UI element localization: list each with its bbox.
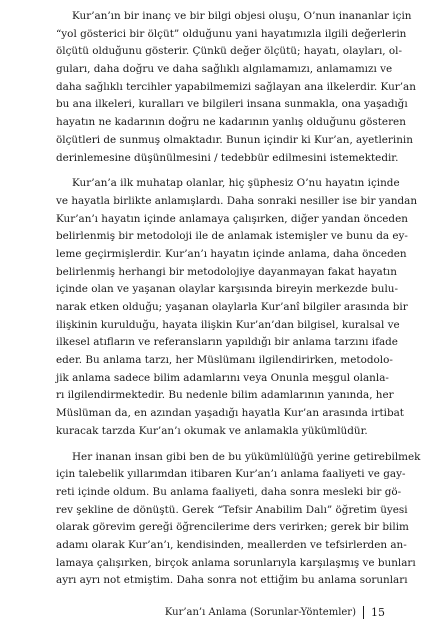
text-line: Müslüman da, en azından yaşadığı hayatla Kur’an arasında irtibat [56, 407, 404, 420]
text-line: “yol gösterici bir ölçüt” olduğunu yani hayatımızla ilgili değerlerin [56, 27, 407, 40]
footer-divider [363, 606, 364, 619]
text-line: ölçütü olduğunu gösterir. Çünkü değer ölçütü; hayatı, olayları, ol- [56, 45, 402, 58]
text-line: belirlenmiş bir metodoloji ile de anlamak istemişler ve bunu da ey- [56, 230, 408, 243]
text-line: ilkesel atıfların ve referansların yapıldığı bir anlama tarzını ifade [56, 336, 398, 349]
text-line: hayatın ne kadarının doğru ne kadarının yanlış olduğunu gösteren [56, 116, 406, 129]
text-line: Her inanan insan gibi ben de bu yükümlülüğü yerine getirebilmek [72, 450, 421, 463]
text-line: için talebelik yıllarımdan itibaren Kur’an’ı anlama faaliyeti ve gay- [56, 468, 406, 481]
text-line: ölçütleri de sunmuş olmaktadır. Bunun içindir ki Kur’an, ayetlerinin [56, 133, 413, 146]
text-line: jik anlama sadece bilim adamlarını veya Onunla meşgul olanla- [56, 371, 389, 384]
text-line: ayrı ayrı not etmiştim. Daha sonra not ettiğim bu anlama sorunları [56, 574, 408, 587]
text-line: leme geçirmişlerdir. Kur’an’ı hayatın içinde anlama, daha önceden [56, 247, 407, 260]
text-line: Kur’an’ı hayatın içinde anlamaya çalışırken, diğer yandan önceden [56, 212, 408, 225]
paragraph [56, 175, 418, 440]
text-line: olarak görevim gereği öğrencilerime ders verirken; gerek bir bilim [56, 521, 409, 534]
text-line: reti içinde oldum. Bu anlama faaliyeti, daha sonra mesleki bir gö- [56, 485, 402, 498]
text-line: Kur’an’a ilk muhatap olanlar, hiç şüphesiz O’nu hayatın içinde [72, 177, 400, 190]
page-number: 15 [371, 606, 385, 619]
text-line: daha sağlıklı tercihler yapabilmemizi sağlayan ana ilkelerdir. Kur’an [56, 80, 416, 93]
text-line: derinlemesine düşünülmesini / tedebbür edilmesini istemektedir. [56, 151, 399, 164]
text-line: kuracak tarzda Kur’an’ı okumak ve anlamakla yükümlüdür. [56, 424, 368, 437]
text-line: adamı olarak Kur’an’ı, kendisinden, meallerden ve tefsirlerden an- [56, 538, 407, 551]
paragraph [56, 449, 421, 591]
text-line: ilişkinin kurulduğu, hayata ilişkin Kur’an’dan bilgisel, kuralsal ve [56, 318, 400, 331]
text-line: guları, daha doğru ve daha sağlıklı algılamamızı, anlamamızı ve [56, 63, 393, 76]
text-line: içinde olan ve yaşanan olaylar karşısında bireyin merkezde bulu- [56, 283, 399, 296]
body-text [56, 8, 421, 598]
text-line: ve hayatla birlikte anlamışlardı. Daha sonraki nesiller ise bir yandan [56, 194, 418, 207]
text-line: Kur’an’ın bir inanç ve bir bilgi objesi oluşu, O’nun inananlar için [72, 10, 412, 22]
running-title: Kur’an’ı Anlama (Sorunlar-Yöntemler) [164, 607, 356, 618]
page-footer [165, 606, 385, 619]
text-line: belirlenmiş herhangi bir metodolojiye dayanmayan fakat hayatın [56, 265, 397, 278]
paragraph [56, 8, 416, 167]
text-line: bu ana ilkeleri, kuralları ve bilgileri insana sunmakla, ona yaşadığı [56, 98, 408, 111]
text-line: lamaya çalışırken, birçok anlama sorunlarıyla karşılaşmış ve bunları [56, 556, 416, 569]
text-line: rev şekline de dönüştü. Gerek “Tefsir Anabilim Dalı” öğretim üyesi [56, 503, 408, 516]
text-line: narak etken olduğu; yaşanan olaylarla Kur’anî bilgiler arasında bir [56, 301, 408, 313]
text-line: rı ilgilendirmektedir. Bu nedenle bilim adamlarının yanında, her [56, 389, 394, 402]
text-line: eder. Bu anlama tarzı, her Müslümanı ilgilendirirken, metodolo- [56, 354, 393, 367]
